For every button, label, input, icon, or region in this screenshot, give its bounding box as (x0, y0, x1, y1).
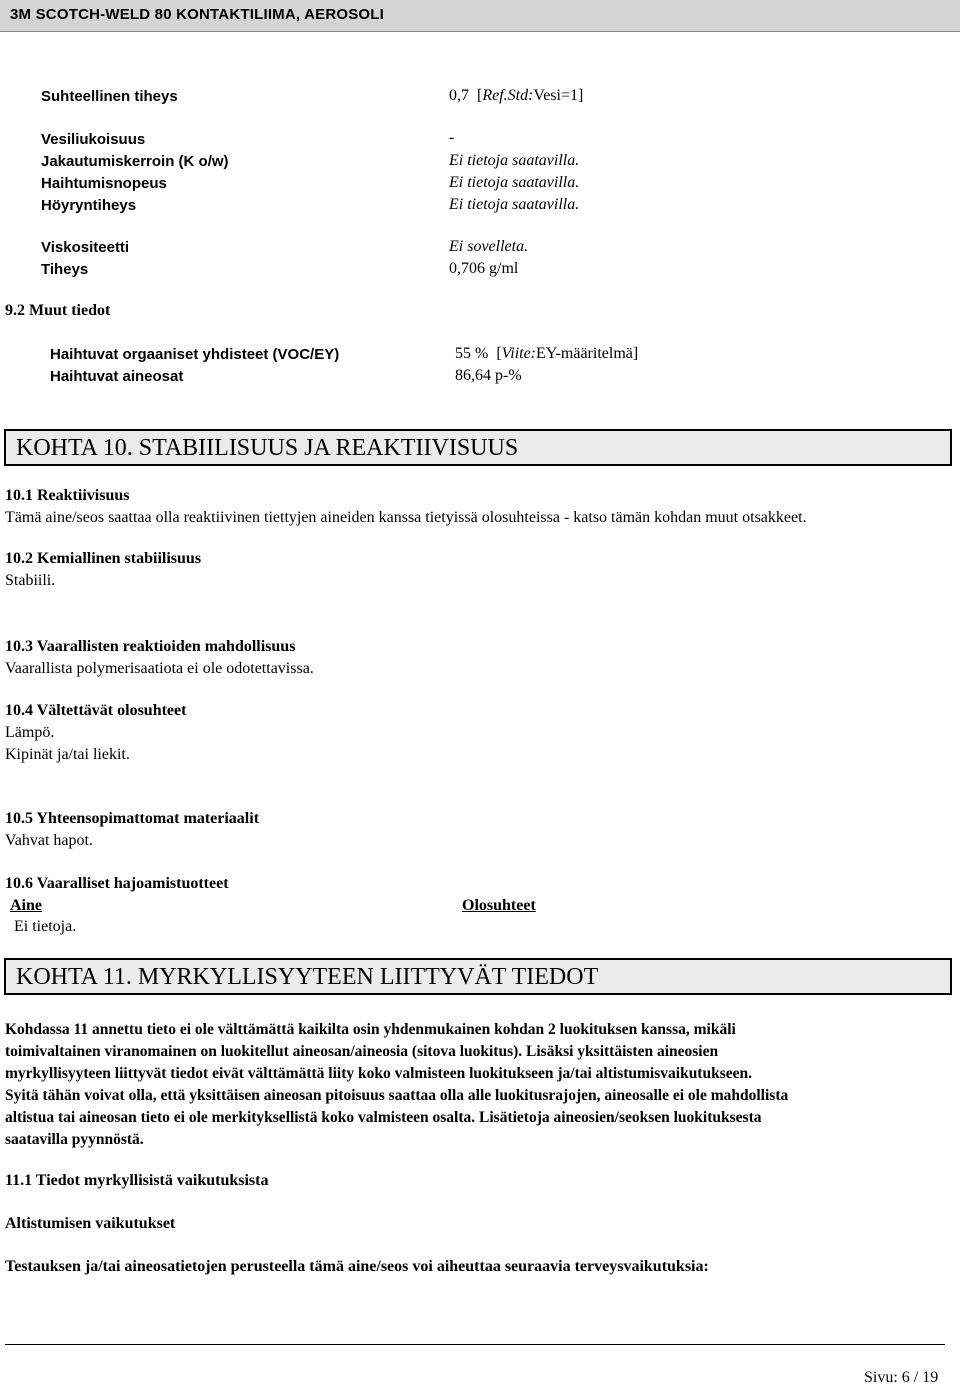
subsection-heading-10-5: 10.5 Yhteensopimattomat materiaalit (5, 810, 260, 827)
subsection-heading-10-1: 10.1 Reaktiivisuus (5, 487, 130, 504)
document-header (0, 0, 960, 32)
column-header-substance: Aine (10, 897, 42, 914)
section-11-title: KOHTA 11. MYRKYLLISYYTEEN LIITTYVÄT TIEDOT (16, 964, 599, 990)
intro-line: myrkyllisyyteen liittyvät tiedot eivät välttämättä liity koko valmisteen luokitukseen ja/tai altistumisvaikutukseen. (5, 1065, 752, 1082)
subsection-heading-9-2: 9.2 Muut tiedot (5, 302, 111, 319)
subsection-heading-10-3: 10.3 Vaarallisten reaktioiden mahdollisuus (5, 638, 296, 655)
section-10-header (4, 429, 952, 466)
property-label-partition: Jakautumiskerroin (K o/w) (41, 153, 229, 170)
property-value-relative-density: 0,7 [Ref.Std:Vesi=1] (449, 87, 584, 104)
property-value-water-solubility: - (449, 129, 455, 146)
property-label-density: Tiheys (41, 261, 89, 278)
intro-line: Syitä tähän voivat olla, että yksittäisen aineosan pitoisuus saattaa olla alle luokitusrajojen, aineosalle ei ole mahdollista (5, 1087, 789, 1104)
decomposition-value: Ei tietoja. (14, 918, 77, 935)
property-value-vapor-density: Ei tietoja saatavilla. (449, 196, 580, 213)
intro-line: altistua tai aineosan tieto ei ole merkityksellistä koko valmisteen osalta. Lisätietoja aineosien/seoksen luokituksesta (5, 1109, 762, 1126)
property-label-relative-density: Suhteellinen tiheys (41, 88, 178, 105)
incompatible-materials-text: Vahvat hapot. (5, 832, 93, 849)
property-value-voc: 55 % [Viite:EY-määritelmä] (455, 345, 639, 362)
intro-line: saatavilla pyynnöstä. (5, 1131, 144, 1148)
hazardous-reactions-text: Vaarallista polymerisaatiota ei ole odotettavissa. (5, 660, 314, 677)
property-label-viscosity: Viskositeetti (41, 239, 130, 256)
property-value-partition: Ei tietoja saatavilla. (449, 152, 580, 169)
footer-divider (5, 1344, 945, 1345)
property-value-density: 0,706 g/ml (449, 260, 519, 277)
property-value-volatiles: 86,64 p-% (455, 367, 522, 384)
property-label-voc: Haihtuvat orgaaniset yhdisteet (VOC/EY) (50, 346, 340, 363)
column-header-conditions: Olosuhteet (462, 897, 536, 914)
conditions-line-1: Lämpö. (5, 724, 55, 741)
product-title: 3M SCOTCH-WELD 80 KONTAKTILIIMA, AEROSOLI (10, 6, 385, 23)
property-value-viscosity: Ei sovelleta. (449, 238, 529, 255)
exposure-effects-heading: Altistumisen vaikutukset (5, 1215, 176, 1232)
subsection-heading-11-1: 11.1 Tiedot myrkyllisistä vaikutuksista (5, 1172, 269, 1189)
property-label-volatiles: Haihtuvat aineosat (50, 368, 184, 385)
property-label-vapor-density: Höyryntiheys (41, 197, 137, 214)
subsection-heading-10-2: 10.2 Kemiallinen stabiilisuus (5, 550, 202, 567)
property-label-evaporation: Haihtumisnopeus (41, 175, 167, 192)
intro-line: toimivaltainen viranomainen on luokitellut aineosan/aineosia (sitova luokitus). Lisäksi yksittäisten aineosien (5, 1043, 719, 1060)
subsection-heading-10-6: 10.6 Vaaralliset hajoamistuotteet (5, 875, 229, 892)
section-11-header (4, 958, 952, 995)
property-label-water-solubility: Vesiliukoisuus (41, 131, 146, 148)
page-number: Sivu: 6 / 19 (864, 1369, 939, 1386)
intro-line: Kohdassa 11 annettu tieto ei ole välttämättä kaikilta osin yhdenmukainen kohdan 2 luokituksen kanssa, mikäli (5, 1021, 736, 1038)
reactivity-text: Tämä aine/seos saattaa olla reaktiivinen tiettyjen aineiden kanssa tietyissä olosuhteissa - katso tämän kohdan muut otsakkeet. (5, 509, 807, 526)
section-11-intro (5, 1019, 955, 1151)
conditions-line-2: Kipinät ja/tai liekit. (5, 746, 130, 763)
test-basis-text: Testauksen ja/tai aineosatietojen perusteella tämä aine/seos voi aiheuttaa seuraavia terveysvaikutuksia: (5, 1258, 709, 1275)
section-10-title: KOHTA 10. STABIILISUUS JA REAKTIIVISUUS (16, 435, 519, 461)
property-value-evaporation: Ei tietoja saatavilla. (449, 174, 580, 191)
stability-text: Stabiili. (5, 572, 56, 589)
subsection-heading-10-4: 10.4 Vältettävät olosuhteet (5, 702, 187, 719)
